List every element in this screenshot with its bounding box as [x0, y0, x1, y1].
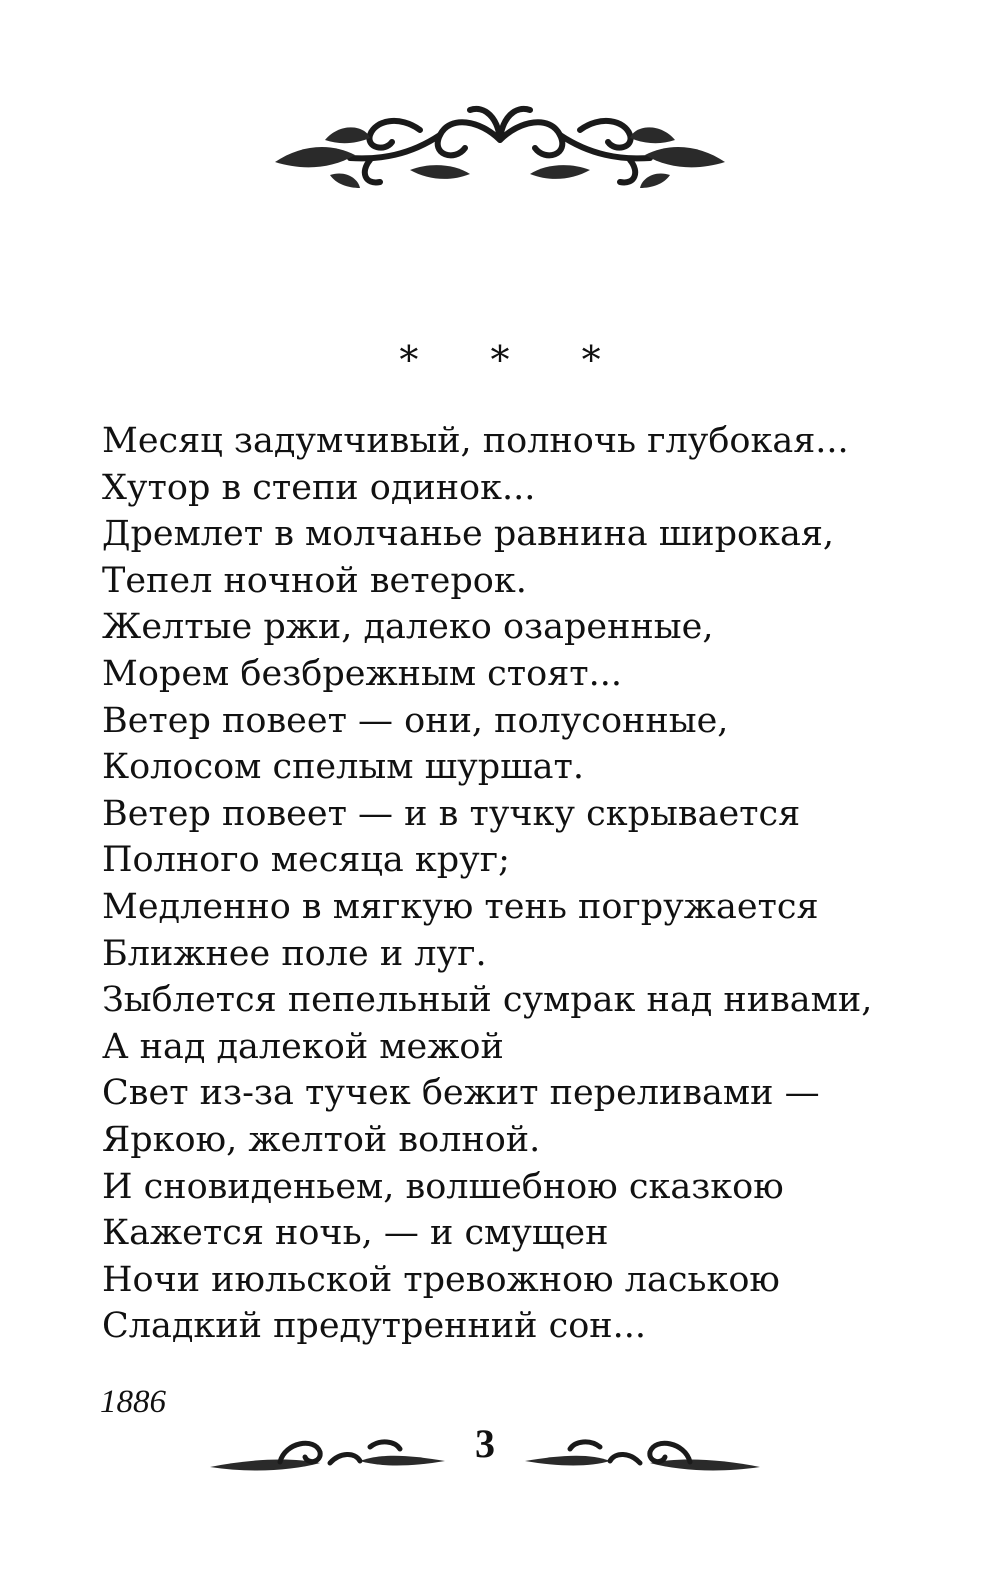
poem-line: Дремлет в молчанье равнина широкая,	[102, 514, 835, 555]
ornament-flourish-icon	[210, 1427, 450, 1477]
poem-line: Ветер повеет — и в тучку скрывается	[102, 793, 801, 834]
poem-line: А над далекой межой	[102, 1026, 504, 1067]
poem-line: Яркою, желтой волной.	[102, 1119, 541, 1160]
poem-line: Желтые ржи, далеко озаренные,	[102, 607, 714, 648]
page-footer	[0, 1415, 1000, 1485]
poem-line: Сладкий предутренний сон...	[102, 1306, 646, 1347]
poem-line: Месяц задумчивый, полночь глубокая...	[102, 421, 849, 461]
poem-line: Морем безбрежным стоят...	[102, 653, 623, 694]
poem-line: Колосом спелым шуршат.	[102, 747, 585, 788]
poem-line: Зыблется пепельный сумрак над нивами,	[102, 980, 873, 1021]
ornament-flourish-icon	[270, 100, 730, 195]
poem-line: Полного месяца круг;	[102, 840, 510, 881]
poem-line: Тепел ночной ветерок.	[102, 560, 527, 601]
section-separator: * * *	[399, 338, 631, 382]
poem-year: 1886	[100, 1384, 166, 1420]
poem-body	[102, 418, 982, 1350]
poem-line: Свет из-за тучек бежит переливами —	[102, 1073, 820, 1114]
page-number: 3	[475, 1421, 495, 1466]
poem-line: Ветер повеет — они, полусонные,	[102, 700, 729, 741]
poem-line: Ближнее поле и луг.	[102, 933, 487, 974]
poem-line: Хутор в степи одинок...	[102, 467, 536, 508]
poem-line: Кажется ночь, — и смущен	[102, 1213, 609, 1254]
poem-line: Ночи июльской тревожною лаською	[102, 1259, 780, 1300]
poem-line: Медленно в мягкую тень погружается	[102, 886, 819, 927]
poem-line: И сновиденьем, волшебною сказкою	[102, 1166, 784, 1207]
ornament-flourish-icon	[520, 1427, 760, 1477]
